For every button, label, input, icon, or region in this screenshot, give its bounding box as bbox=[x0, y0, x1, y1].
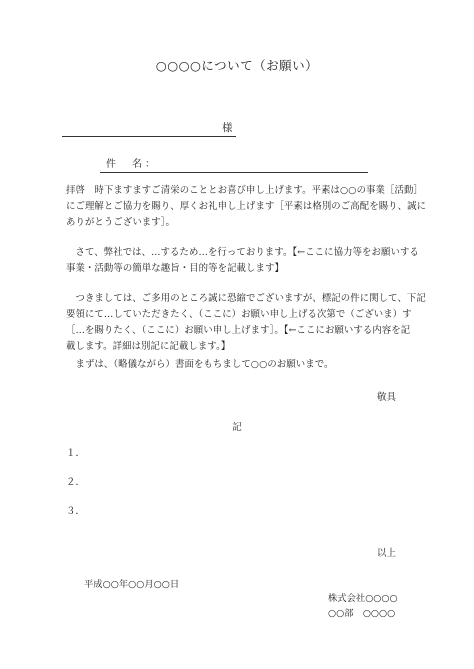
document-date: 平成○○年○○月○○日 bbox=[84, 579, 180, 590]
text-line: 載します。詳細は別記に記載します。】 bbox=[66, 341, 231, 352]
paragraph-greeting bbox=[66, 183, 427, 231]
text-line: さて、弊社では、…するため…を行っております。【←ここに協力等をお願いする bbox=[66, 247, 419, 258]
recipient-name-line bbox=[62, 136, 236, 137]
sender-department: ○○部 ○○○○ bbox=[328, 608, 396, 619]
text-line: 要領にて…していただきたく、（ここに）お願い申し上げる次第で（ございま）す bbox=[66, 309, 412, 320]
paragraph-closing-remark bbox=[66, 357, 412, 373]
text-line: ［…を賜りたく、（ここに）お願い申し上げます］。【←ここにお願いする内容を記 bbox=[66, 325, 411, 336]
text-line: ありがとうございます］。 bbox=[66, 217, 176, 228]
ijo-end-mark: 以上 bbox=[376, 548, 396, 559]
text-line: 拝啓 時下ますますご清栄のこととお喜び申し上げます。平素は○○の事業［活動］ bbox=[66, 185, 423, 196]
ki-heading: 記 bbox=[232, 422, 242, 433]
text-line: にご理解とご協力を賜り、厚くお礼申し上げます［平素は格別のご高配を賜り、誠に bbox=[66, 201, 427, 212]
text-line: 事業・活動等の簡単な趣旨・目的等を記載します】 bbox=[66, 263, 284, 274]
list-item: １． bbox=[66, 448, 86, 459]
list-item: ２． bbox=[66, 477, 86, 488]
sender-company: 株式会社○○○○ bbox=[328, 593, 398, 604]
document-title: ○○○○について（お願い） bbox=[155, 58, 319, 73]
recipient-honorific: 様 bbox=[222, 122, 233, 134]
list-item: ３． bbox=[66, 506, 86, 517]
paragraph-purpose bbox=[66, 245, 419, 277]
text-line: まずは、（略儀ながら）書面をもちまして○○のお願いまで。 bbox=[66, 359, 334, 370]
text-line: つきましては、ご多用のところ誠に恐縮でございますが、標記の件に関して、下記 bbox=[66, 293, 426, 304]
closing-salutation: 敬具 bbox=[376, 392, 396, 403]
subject-label: 件 名： bbox=[106, 159, 158, 170]
subject-underline bbox=[100, 172, 368, 173]
paragraph-request bbox=[66, 291, 426, 355]
